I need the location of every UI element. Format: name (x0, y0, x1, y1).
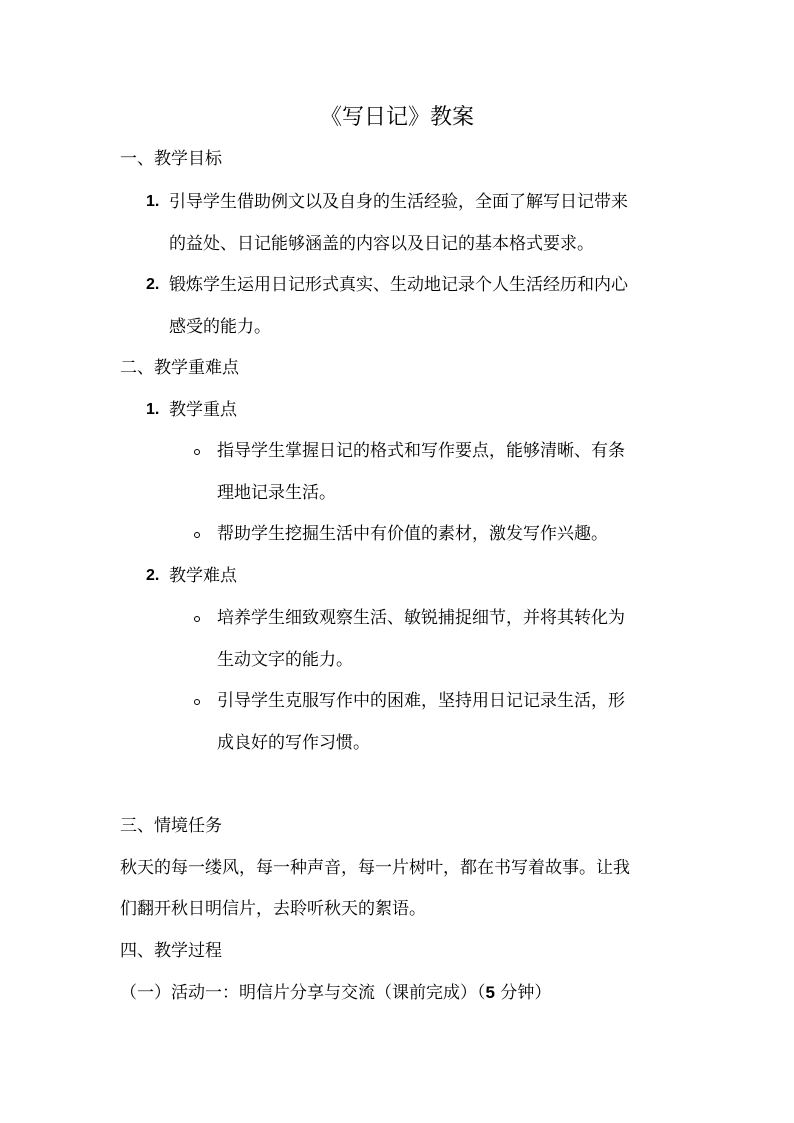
activity-1-suffix: 分钟） (494, 983, 552, 1003)
section-heading-scenario: 三、情境任务 (120, 816, 222, 836)
objective-1-line-1: 引导学生借助例文以及自身的生活经验，全面了解写日记带来 (169, 192, 628, 212)
scenario-line-1: 秋天的每一缕风，每一种声音，每一片树叶，都在书写着故事。让我 (120, 858, 630, 878)
key-point-2-line-1: 帮助学生挖掘生活中有价值的素材，激发写作兴趣。 (217, 524, 608, 544)
sub-heading-difficulties: 教学难点 (169, 566, 237, 586)
difficulty-2-line-2: 成良好的写作习惯。 (217, 733, 370, 753)
section-heading-process: 四、教学过程 (120, 941, 222, 961)
objective-1-line-2: 的益处、日记能够涵盖的内容以及日记的基本格式要求。 (169, 234, 594, 254)
activity-1-minutes: 5 (485, 983, 495, 1002)
hollow-bullet-icon (194, 616, 200, 622)
sub-heading-key-points: 教学重点 (169, 400, 237, 420)
list-number: 1. (146, 193, 160, 210)
section-heading-objectives: 一、教学目标 (120, 149, 222, 169)
list-number: 2. (146, 276, 160, 293)
document-title: 《写日记》教案 (319, 105, 474, 130)
activity-1-text: （一）活动一：明信片分享与交流（课前完成）（ (120, 983, 486, 1003)
hollow-bullet-icon (194, 532, 200, 538)
scenario-line-2: 们翻开秋日明信片，去聆听秋天的絮语。 (120, 899, 426, 919)
key-point-1-line-1: 指导学生掌握日记的格式和写作要点，能够清晰、有条 (217, 441, 625, 461)
objective-2-line-2: 感受的能力。 (169, 317, 271, 337)
activity-1-heading (120, 982, 551, 1004)
hollow-bullet-icon (194, 449, 200, 455)
difficulty-1-line-2: 生动文字的能力。 (217, 650, 353, 670)
difficulty-1-line-1: 培养学生细致观察生活、敏锐捕捉细节，并将其转化为 (217, 608, 625, 628)
difficulty-2-line-1: 引导学生克服写作中的困难，坚持用日记记录生活，形 (217, 691, 625, 711)
hollow-bullet-icon (194, 699, 200, 705)
list-number: 2. (146, 567, 160, 584)
key-point-1-line-2: 理地记录生活。 (217, 483, 336, 503)
list-number: 1. (146, 401, 160, 418)
objective-2-line-1: 锻炼学生运用日记形式真实、生动地记录个人生活经历和内心 (169, 275, 628, 295)
section-heading-key-points: 二、教学重难点 (120, 358, 239, 378)
